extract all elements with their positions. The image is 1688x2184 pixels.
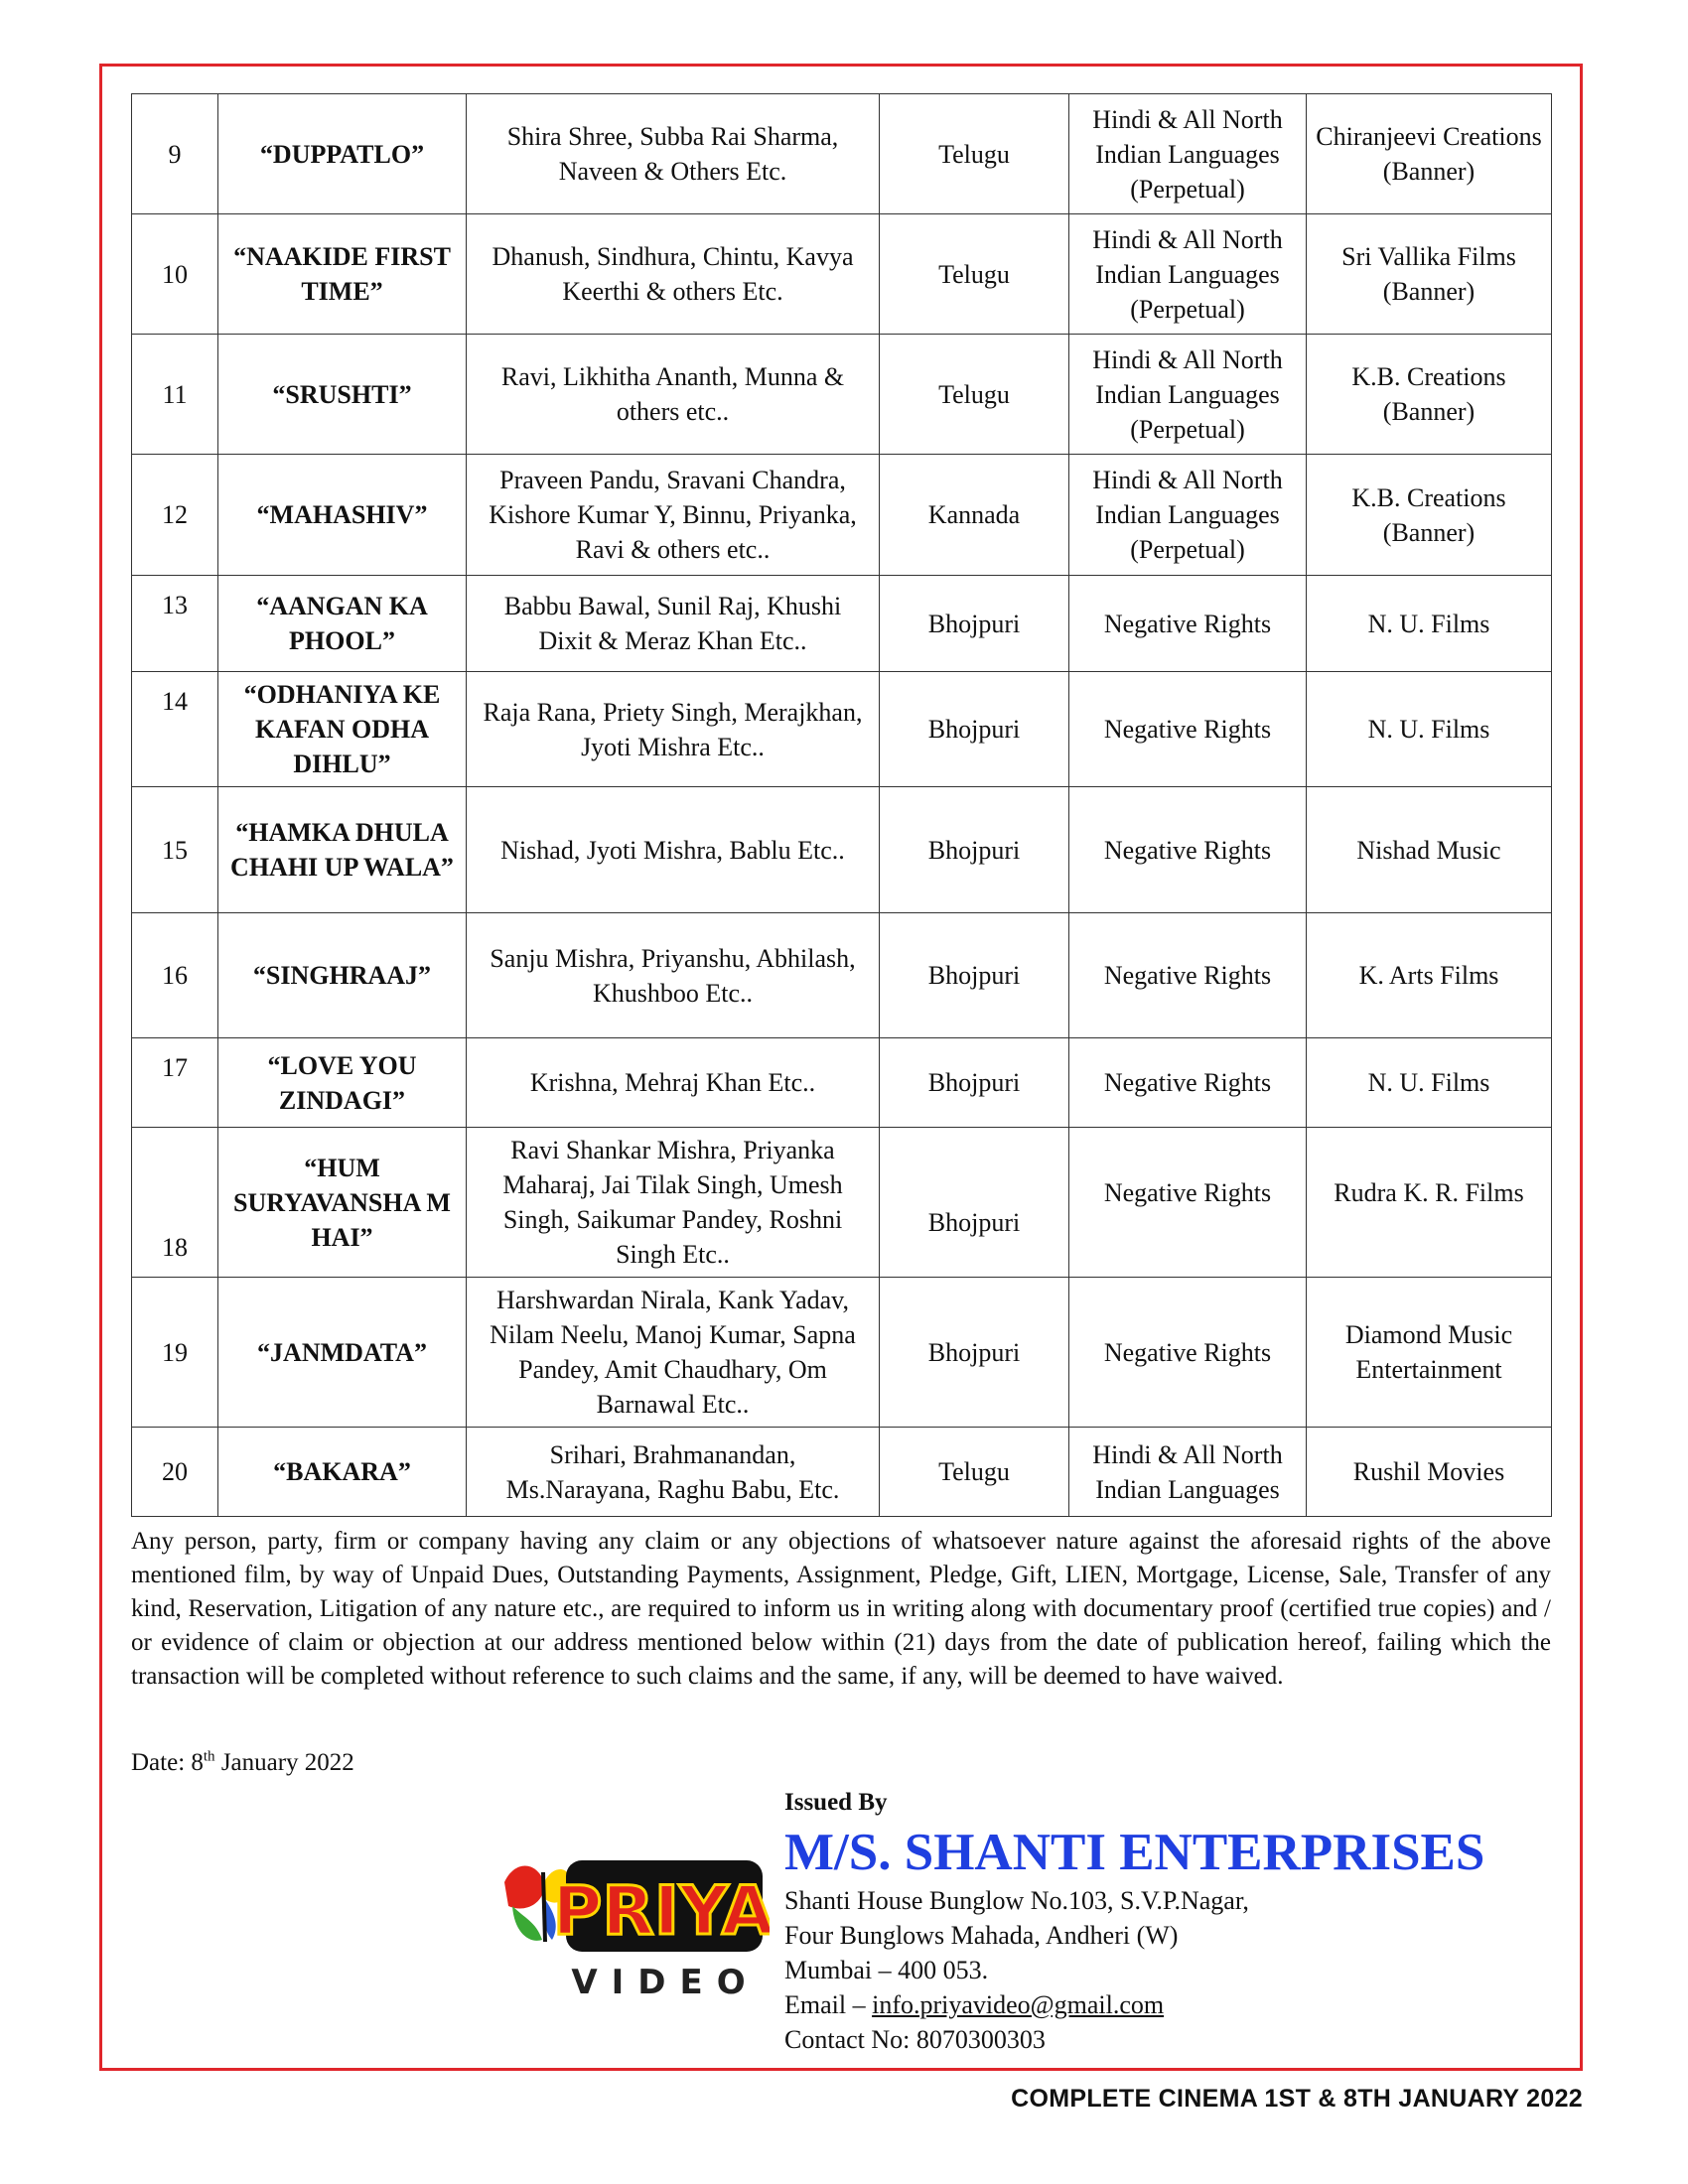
table-row <box>132 576 1552 672</box>
film-cast: Sanju Mishra, Priyanshu, Abhilash, Khushboo Etc.. <box>467 913 880 1038</box>
film-banner: N. U. Films <box>1307 576 1552 672</box>
serial-number: 15 <box>132 787 218 913</box>
table-row <box>132 94 1552 214</box>
film-language: Bhojpuri <box>880 1278 1069 1428</box>
film-language: Bhojpuri <box>880 576 1069 672</box>
film-banner: K. Arts Films <box>1307 913 1552 1038</box>
film-title: “DUPPATLO” <box>218 94 467 214</box>
film-rights-table <box>131 93 1552 1517</box>
film-rights: Negative Rights <box>1069 672 1307 787</box>
film-rights: Hindi & All North Indian Languages (Perpetual) <box>1069 214 1307 335</box>
email-link[interactable]: info.priyavideo@gmail.com <box>872 1990 1165 2019</box>
publication-footer: COMPLETE CINEMA 1ST & 8TH JANUARY 2022 <box>1011 2085 1583 2113</box>
film-rights: Hindi & All North Indian Languages (Perpetual) <box>1069 335 1307 455</box>
film-title: “HAMKA DHULA CHAHI UP WALA” <box>218 787 467 913</box>
film-cast: Praveen Pandu, Sravani Chandra, Kishore Kumar Y, Binnu, Priyanka, Ravi & others etc.. <box>467 455 880 576</box>
issuer-address <box>784 1883 1249 2057</box>
film-language: Bhojpuri <box>880 672 1069 787</box>
film-cast: Shira Shree, Subba Rai Sharma, Naveen & Others Etc. <box>467 94 880 214</box>
notice-date <box>131 1746 354 1780</box>
serial-number: 13 <box>132 576 218 672</box>
table-row <box>132 913 1552 1038</box>
film-rights: Hindi & All North Indian Languages (Perpetual) <box>1069 94 1307 214</box>
film-title: “ODHANIYA KE KAFAN ODHA DIHLU” <box>218 672 467 787</box>
film-rights: Hindi & All North Indian Languages (Perpetual) <box>1069 455 1307 576</box>
film-cast: Srihari, Brahmanandan, Ms.Narayana, Raghu Babu, Etc. <box>467 1428 880 1517</box>
film-language: Telugu <box>880 214 1069 335</box>
table-row <box>132 1038 1552 1128</box>
date-suffix: th <box>203 1748 215 1765</box>
serial-number: 10 <box>132 214 218 335</box>
film-rights: Negative Rights <box>1069 1128 1307 1278</box>
film-banner: Diamond Music Entertainment <box>1307 1278 1552 1428</box>
film-title: “HUM SURYAVANSHA M HAI” <box>218 1128 467 1278</box>
film-title: “NAAKIDE FIRST TIME” <box>218 214 467 335</box>
film-rights: Hindi & All North Indian Languages <box>1069 1428 1307 1517</box>
film-rights: Negative Rights <box>1069 1038 1307 1128</box>
film-title: “SRUSHTI” <box>218 335 467 455</box>
table-row <box>132 1128 1552 1278</box>
serial-number: 11 <box>132 335 218 455</box>
table-row <box>132 455 1552 576</box>
film-title: “BAKARA” <box>218 1428 467 1517</box>
film-rights: Negative Rights <box>1069 787 1307 913</box>
objection-notice: Any person, party, firm or company having any claim or any objections of whatsoever nature against the aforesaid rights of the above mentioned film, by way of Unpaid Dues, Outstanding Payments, Assignment, Pledge, Gift, LIEN, Mortgage, License, Sale, Transfer of any kind, Reservation, Litigation of any nature etc., are required to inform us in writing along with documentary proof (certified true copies) and / or evidence of claim or objection at our address mentioned below within (21) days from the date of publication hereof, failing which the transaction will be completed without reference to such claims and the same, if any, will be deemed to have waived. <box>131 1528 1551 1690</box>
serial-number: 20 <box>132 1428 218 1517</box>
film-title: “SINGHRAAJ” <box>218 913 467 1038</box>
film-banner: Nishad Music <box>1307 787 1552 913</box>
film-banner: K.B. Creations (Banner) <box>1307 335 1552 455</box>
address-line-1: Shanti House Bunglow No.103, S.V.P.Nagar, <box>784 1886 1249 1915</box>
table-row <box>132 1428 1552 1517</box>
film-cast: Harshwardan Nirala, Kank Yadav, Nilam Neelu, Manoj Kumar, Sapna Pandey, Amit Chaudhary, Om Barnawal Etc.. <box>467 1278 880 1428</box>
film-language: Bhojpuri <box>880 1128 1069 1278</box>
logo-word: PRIYA <box>552 1872 770 1951</box>
film-banner: N. U. Films <box>1307 672 1552 787</box>
company-name: M/S. SHANTI ENTERPRISES <box>784 1824 1485 1881</box>
priya-wordmark <box>553 1860 770 1952</box>
table-row <box>132 335 1552 455</box>
table-row <box>132 672 1552 787</box>
film-banner: K.B. Creations (Banner) <box>1307 455 1552 576</box>
contact-number: Contact No: 8070300303 <box>784 2025 1046 2054</box>
email-label: Email – <box>784 1990 873 2019</box>
logo-sub: VIDEO <box>571 1963 760 2002</box>
address-city: Mumbai – 400 053. <box>784 1956 989 1984</box>
film-cast: Dhanush, Sindhura, Chintu, Kavya Keerthi & others Etc. <box>467 214 880 335</box>
table-row <box>132 787 1552 913</box>
film-language: Telugu <box>880 94 1069 214</box>
film-banner: Sri Vallika Films (Banner) <box>1307 214 1552 335</box>
serial-number: 16 <box>132 913 218 1038</box>
film-cast: Raja Rana, Priety Singh, Merajkhan, Jyoti Mishra Etc.. <box>467 672 880 787</box>
priya-video-logo <box>496 1843 770 2011</box>
film-cast: Babbu Bawal, Sunil Raj, Khushi Dixit & Meraz Khan Etc.. <box>467 576 880 672</box>
film-language: Bhojpuri <box>880 913 1069 1038</box>
serial-number: 14 <box>132 672 218 787</box>
issued-by-label: Issued By <box>784 1789 888 1816</box>
serial-number: 17 <box>132 1038 218 1128</box>
film-banner: N. U. Films <box>1307 1038 1552 1128</box>
serial-number: 18 <box>132 1128 218 1278</box>
film-language: Bhojpuri <box>880 787 1069 913</box>
film-rights: Negative Rights <box>1069 576 1307 672</box>
film-cast: Krishna, Mehraj Khan Etc.. <box>467 1038 880 1128</box>
film-rights: Negative Rights <box>1069 1278 1307 1428</box>
film-banner: Rudra K. R. Films <box>1307 1128 1552 1278</box>
film-title: “JANMDATA” <box>218 1278 467 1428</box>
film-banner: Chiranjeevi Creations (Banner) <box>1307 94 1552 214</box>
film-language: Bhojpuri <box>880 1038 1069 1128</box>
date-prefix: Date: 8 <box>131 1749 204 1776</box>
film-cast: Nishad, Jyoti Mishra, Bablu Etc.. <box>467 787 880 913</box>
film-cast: Ravi Shankar Mishra, Priyanka Maharaj, Jai Tilak Singh, Umesh Singh, Saikumar Pandey, Roshni Singh Etc.. <box>467 1128 880 1278</box>
film-language: Telugu <box>880 1428 1069 1517</box>
address-line-2: Four Bunglows Mahada, Andheri (W) <box>784 1921 1179 1950</box>
film-rights: Negative Rights <box>1069 913 1307 1038</box>
email-line <box>784 1987 1249 2022</box>
film-language: Kannada <box>880 455 1069 576</box>
date-rest: January 2022 <box>214 1749 354 1776</box>
film-title: “MAHASHIV” <box>218 455 467 576</box>
serial-number: 9 <box>132 94 218 214</box>
serial-number: 12 <box>132 455 218 576</box>
film-language: Telugu <box>880 335 1069 455</box>
film-cast: Ravi, Likhitha Ananth, Munna & others etc.. <box>467 335 880 455</box>
film-banner: Rushil Movies <box>1307 1428 1552 1517</box>
serial-number: 19 <box>132 1278 218 1428</box>
table-row <box>132 1278 1552 1428</box>
table-row <box>132 214 1552 335</box>
film-title: “LOVE YOU ZINDAGI” <box>218 1038 467 1128</box>
film-title: “AANGAN KA PHOOL” <box>218 576 467 672</box>
